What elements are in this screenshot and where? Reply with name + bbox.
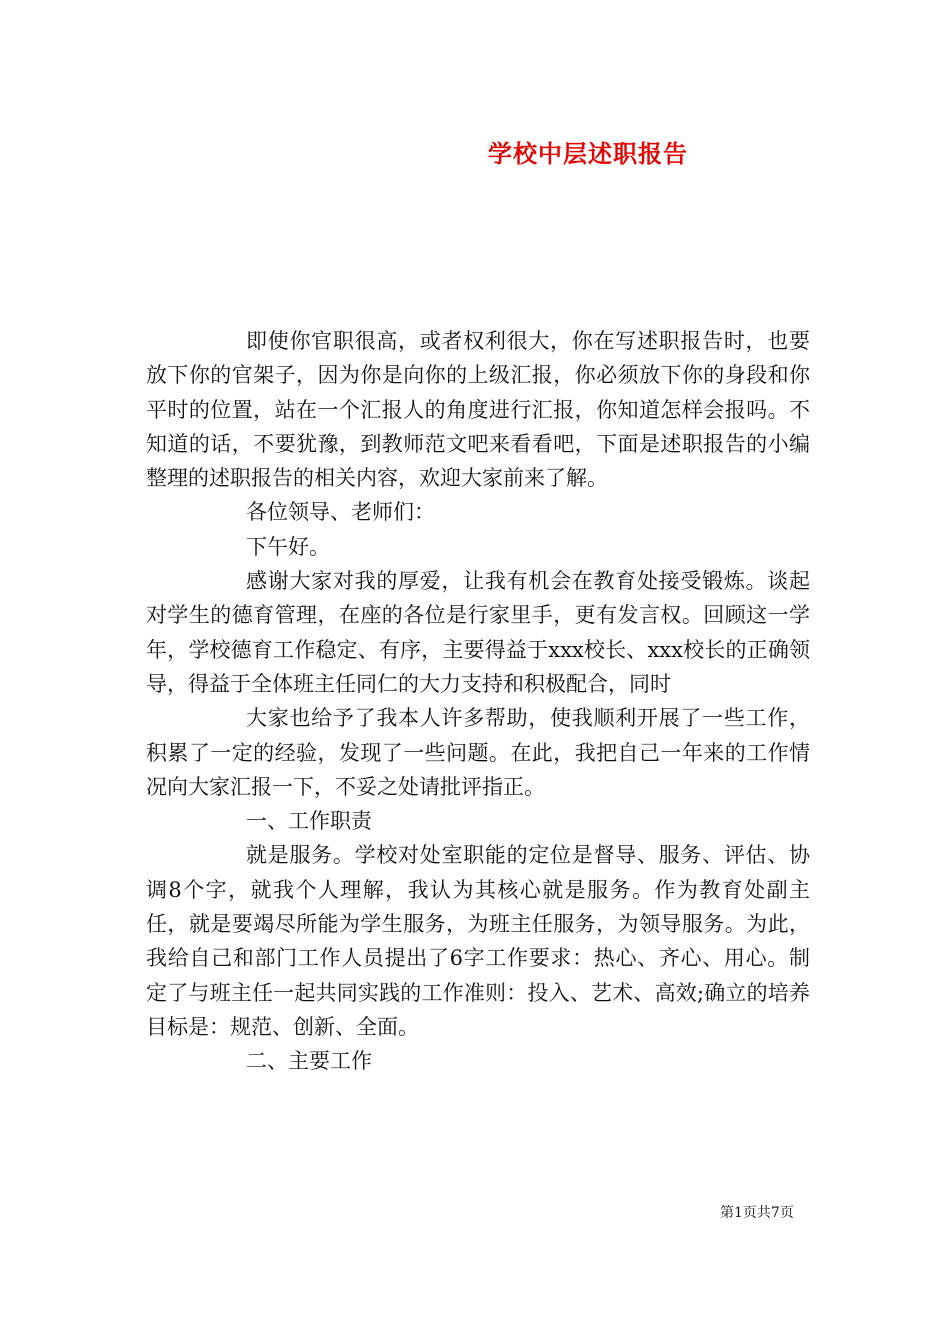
greeting: 下午好。: [246, 534, 330, 559]
intro-paragraph: 即使你官职很高，或者权利很大，你在写述职报告时，也要放下你的官架子，因为你是向你的上级汇报，你必须放下你的身段和你平时的位置，站在一个汇报人的角度进行汇报，你知道怎样会报吗。不知道的话，不要犹豫，到教师范文吧来看看吧，下面是述职报告的小编整理的述职报告的相关内容，欢迎大家前来了解。: [146, 329, 810, 491]
body-paragraph: 大家也给予了我本人许多帮助，使我顺利开展了一些工作，积累了一定的经验，发现了一些问题。在此，我把自己一年来的工作情况向大家汇报一下，不妥之处请批评指正。: [146, 706, 810, 799]
section-heading: 二、主要工作: [246, 1049, 372, 1074]
page-number: 第1页共7页: [720, 1205, 794, 1221]
body-paragraph: 就是服务。学校对处室职能的定位是督导、服务、评估、协调8个字，就我个人理解，我认为其核心就是服务。作为教育处副主任，就是要竭尽所能为学生服务，为班主任服务，为领导服务。为此，我给自己和部门工作人员提出了6字工作要求：热心、齐心、用心。制定了与班主任一起共同实践的工作准则：投入、艺术、高效;确立的培养目标是：规范、创新、全面。: [146, 843, 810, 1039]
document-title: 学校中层述职报告: [488, 139, 688, 168]
section-heading: 一、工作职责: [246, 809, 372, 834]
document-body: [146, 324, 810, 1079]
body-paragraph: 感谢大家对我的厚爱，让我有机会在教育处接受锻炼。谈起对学生的德育管理，在座的各位是行家里手，更有发言权。回顾这一学年，学校德育工作稳定、有序，主要得益于xxx校长、xxx校长的正确领导，得益于全体班主任同仁的大力支持和积极配合，同时: [146, 569, 810, 696]
salutation: 各位领导、老师们：: [246, 500, 435, 525]
